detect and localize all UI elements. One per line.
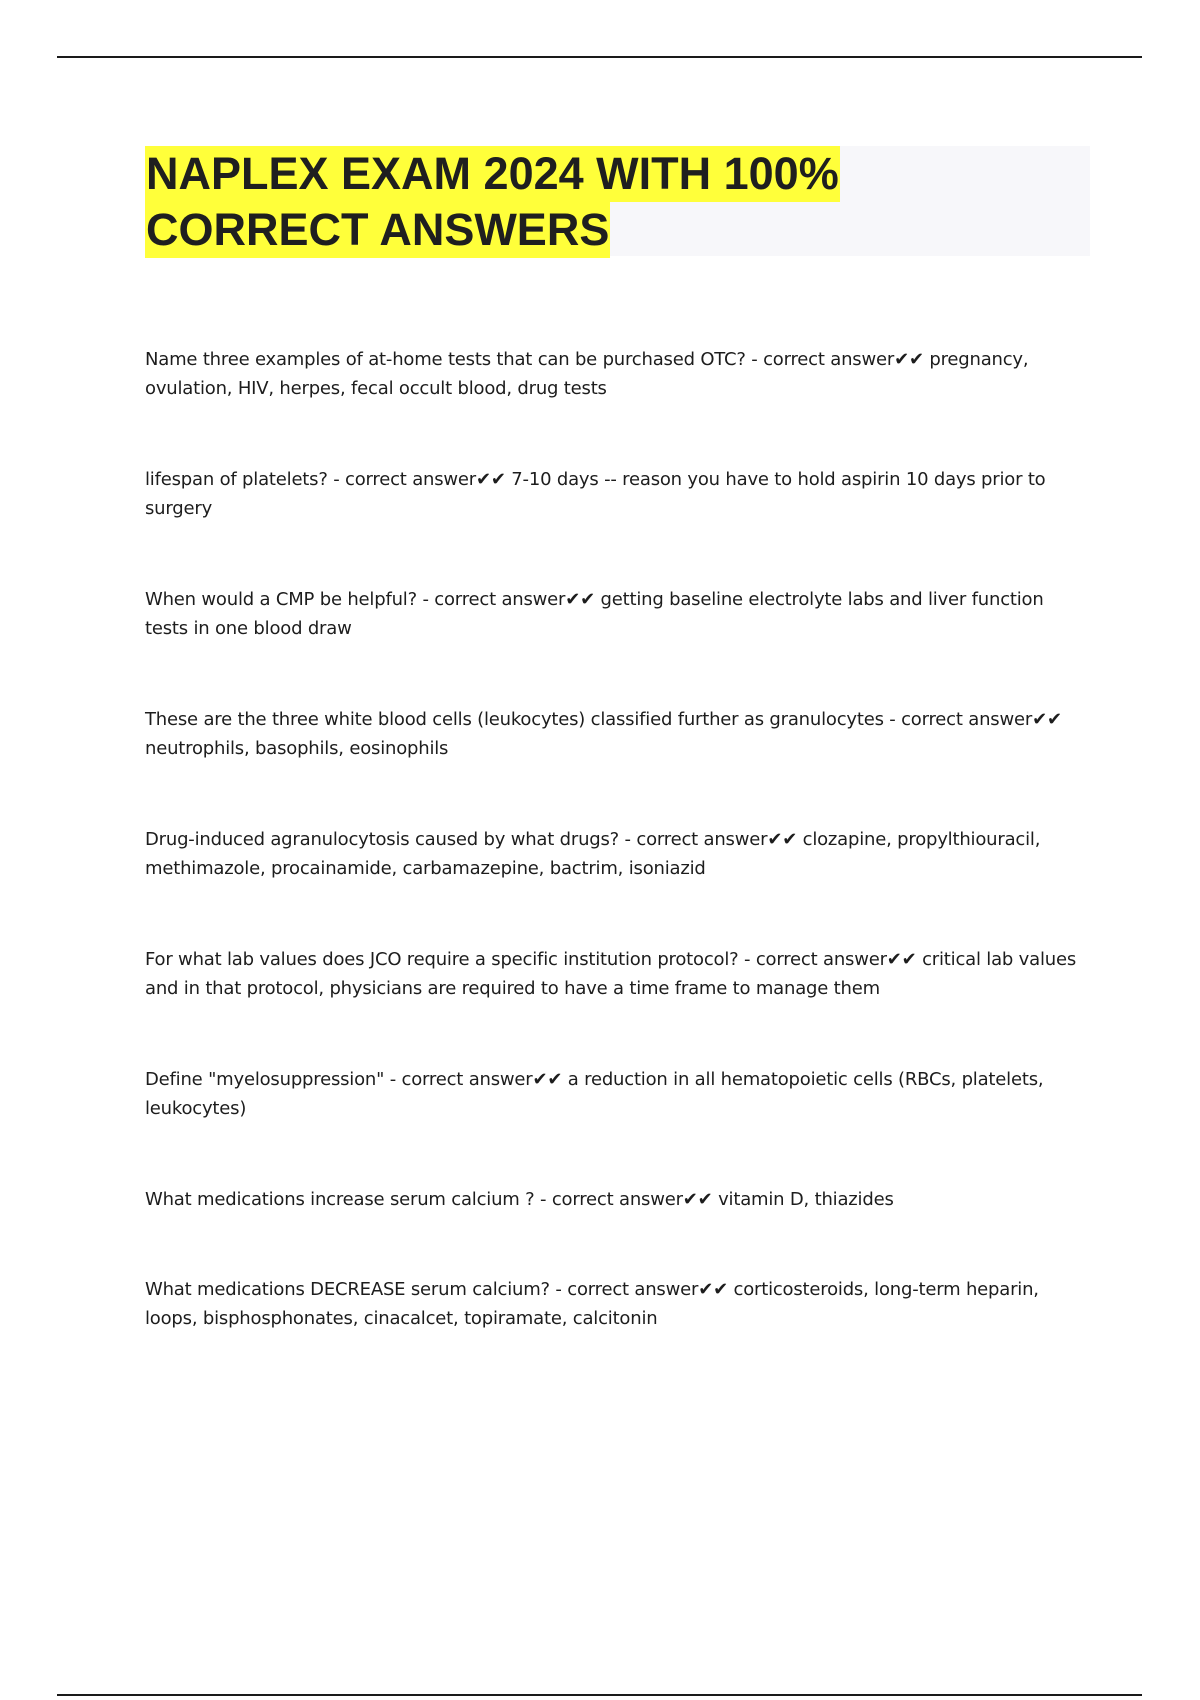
qa-item-granulocytes: These are the three white blood cells (leukocytes) classified further as granulocytes - correct answer✔✔ neutrophils, basophils, eosinophils (145, 709, 1062, 759)
qa-item-platelet-lifespan: lifespan of platelets? - correct answer✔✔ 7-10 days -- reason you have to hold aspirin 10 days prior to surgery (145, 469, 1046, 519)
qa-item-calcium-increase: What medications increase serum calcium ? - correct answer✔✔ vitamin D, thiazides (145, 1189, 894, 1210)
qa-item-at-home-tests: Name three examples of at-home tests that can be purchased OTC? - correct answer✔✔ pregnancy, ovulation, HIV, herpes, fecal occult blood, drug tests (145, 349, 1029, 399)
bottom-rule (57, 1694, 1142, 1696)
title-line-2: CORRECT ANSWERS (145, 202, 610, 258)
qa-item-calcium-decrease: What medications DECREASE serum calcium? - correct answer✔✔ corticosteroids, long-term heparin, loops, bisphosphonates, cinacalcet, topiramate, calcitonin (145, 1279, 1039, 1329)
qa-item-jco-protocol: For what lab values does JCO require a specific institution protocol? - correct answer✔✔ critical lab values and in that protocol, physicians are required to have a time frame to manage them (145, 949, 1077, 999)
qa-item-cmp: When would a CMP be helpful? - correct answer✔✔ getting baseline electrolyte labs and liver function tests in one blood draw (145, 589, 1044, 639)
page-title (145, 146, 1090, 258)
title-line-1: NAPLEX EXAM 2024 WITH 100% (145, 146, 840, 202)
top-rule (57, 56, 1142, 58)
qa-item-myelosuppression: Define "myelosuppression" - correct answer✔✔ a reduction in all hematopoietic cells (RBCs, platelets, leukocytes) (145, 1069, 1044, 1119)
qa-item-agranulocytosis: Drug-induced agranulocytosis caused by what drugs? - correct answer✔✔ clozapine, propylthiouracil, methimazole, procainamide, carbamazepine, bactrim, isoniazid (145, 829, 1041, 879)
title-block (145, 146, 1090, 256)
